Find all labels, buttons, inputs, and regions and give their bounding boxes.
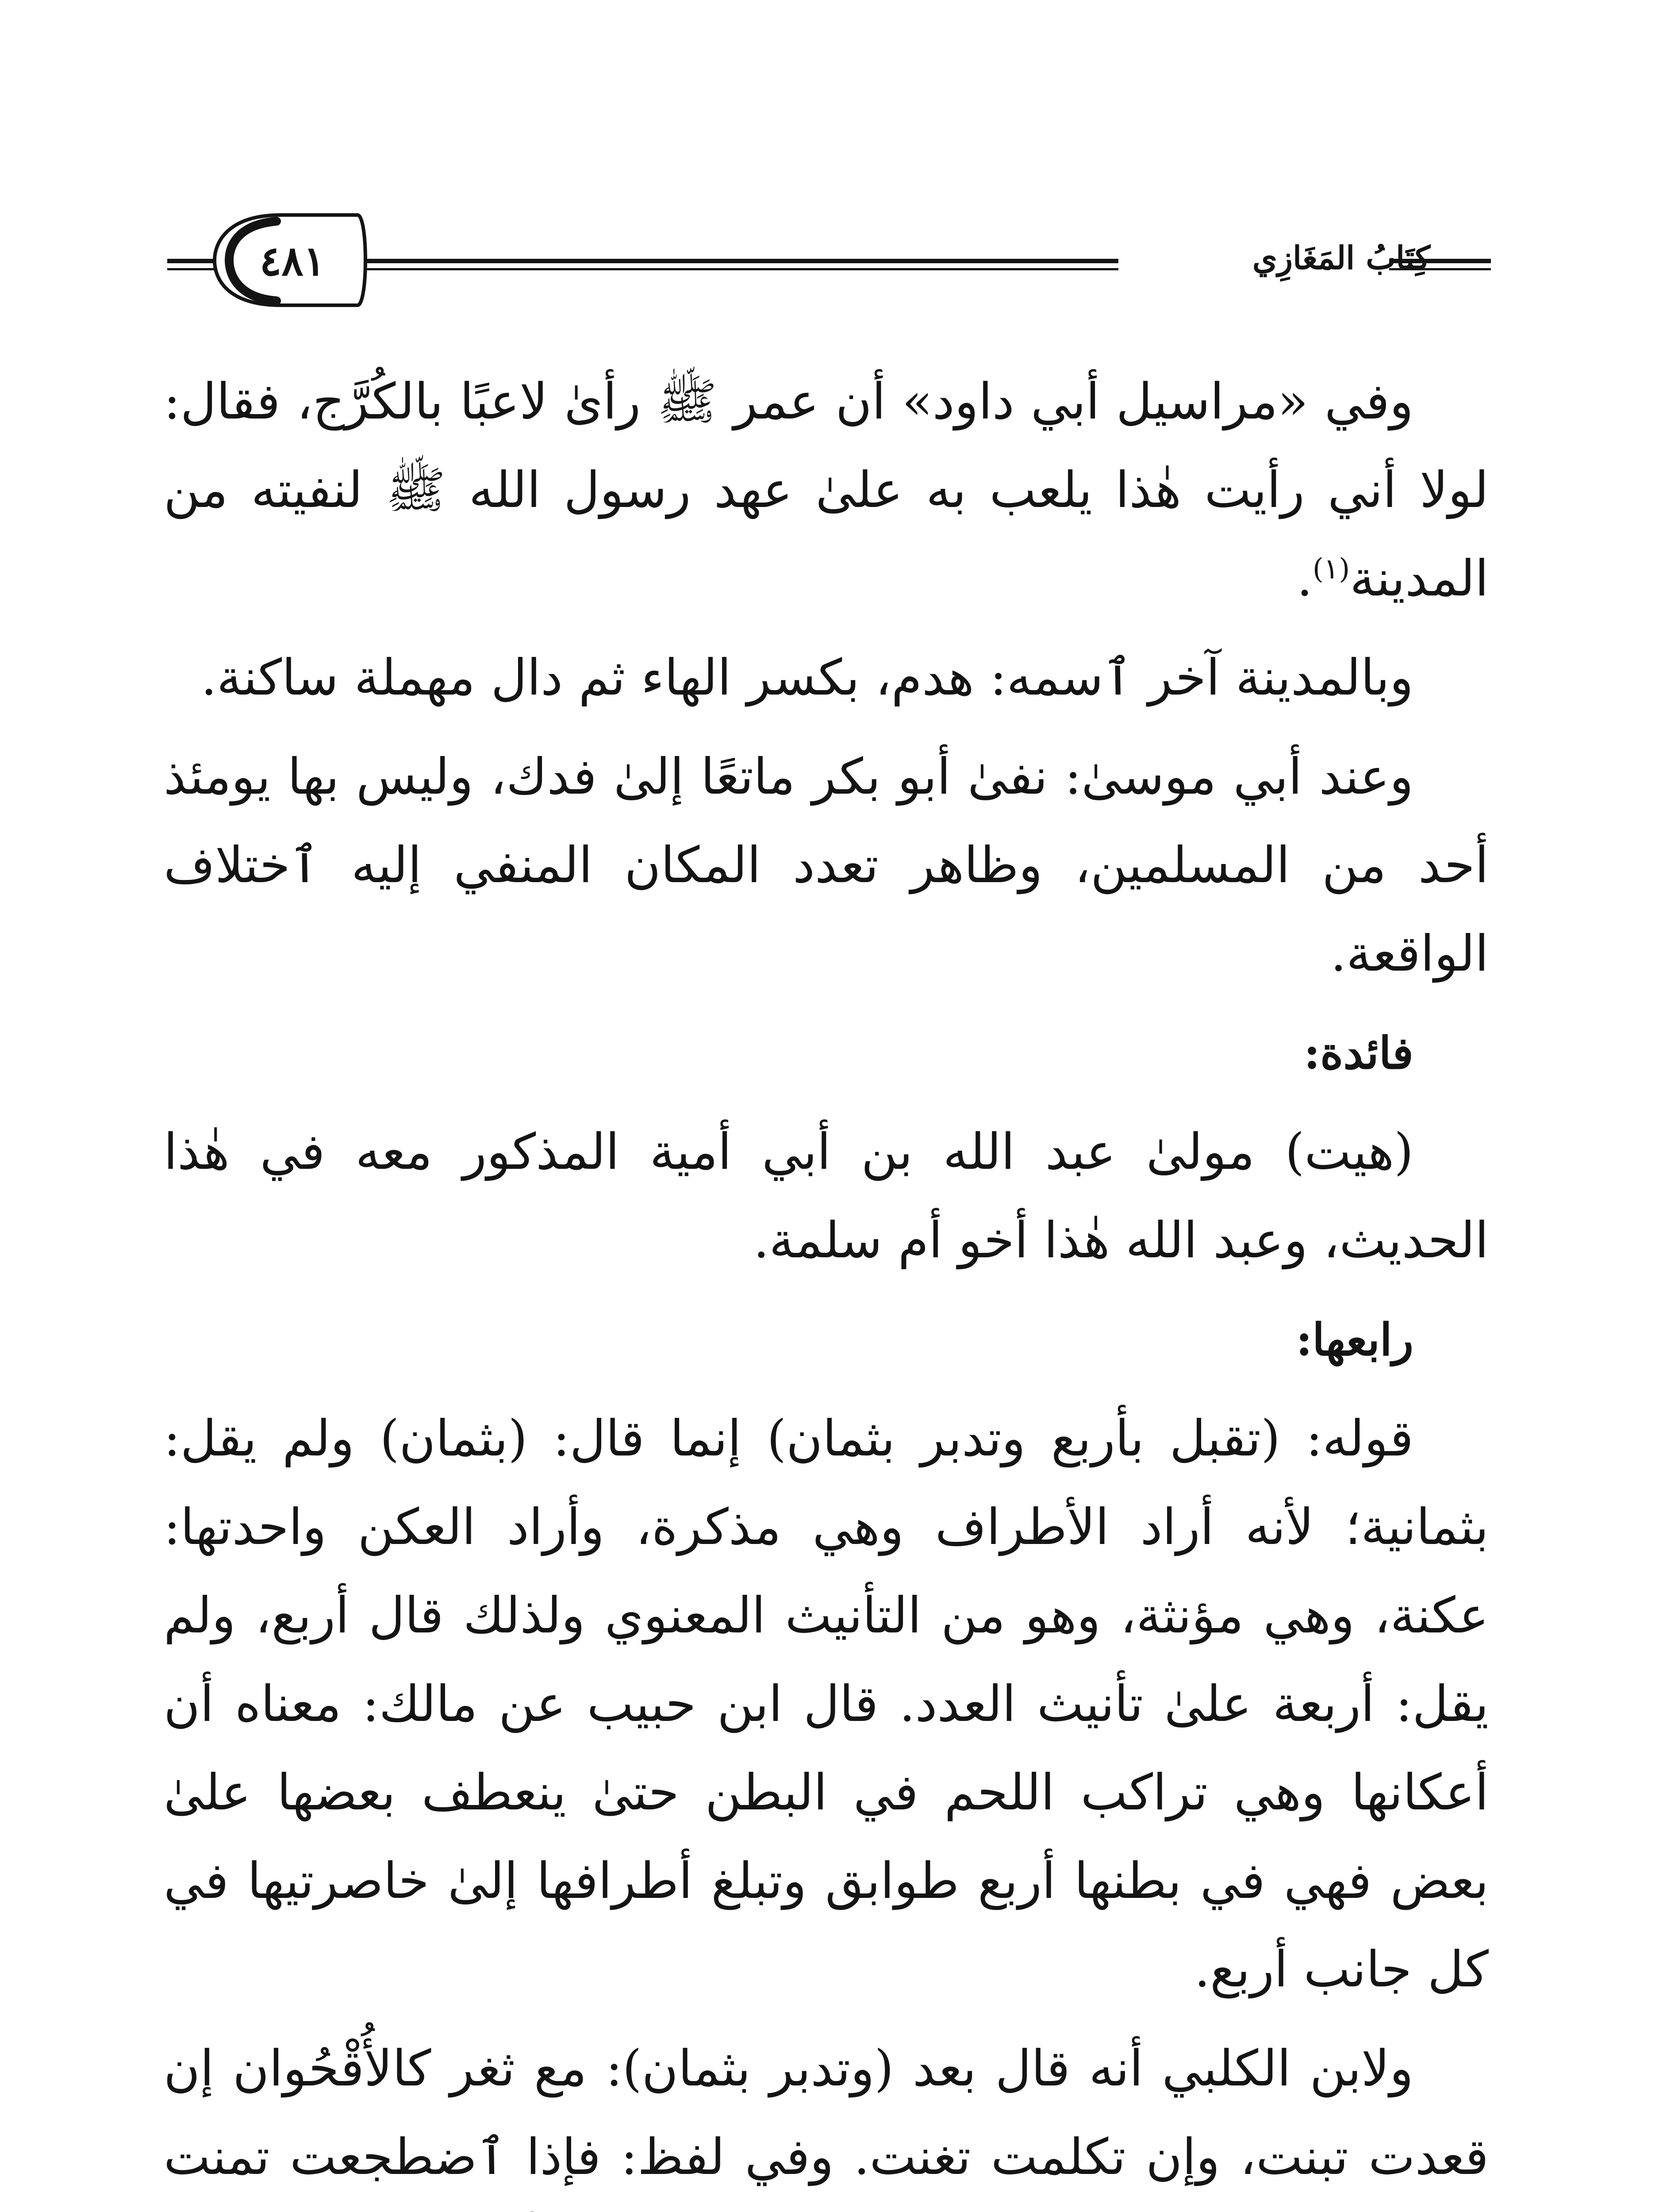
paragraph-hit: (هيت) مولىٰ عبد الله بن أبي أمية المذكور معه في هٰذا الحديث، وعبد الله هٰذا أخو أم سلمة. — [164, 1123, 1489, 1269]
header-rule-middle-top — [362, 259, 1118, 263]
paragraph-mursal-abi-dawud — [164, 357, 1489, 623]
header-book-title: كِتَابُ المَغَازِي — [1252, 239, 1431, 276]
heading-rabiuha: رابعها: — [1296, 1313, 1413, 1366]
paragraph-abi-musa: وعند أبي موسىٰ: نفىٰ أبو بكر ماتعًا إلىٰ فدك، وليس بها يومئذ أحد من المسلمين، وظاهر تعدد المكان المنفي إليه ٱختلاف الواقعة. — [164, 748, 1489, 983]
main-text — [164, 357, 1489, 2212]
header-rule-middle-bottom — [362, 268, 1118, 270]
paragraph-text: وفي «مراسيل أبي داود» أن عمر ﷺ رأىٰ لاعبًا بالكُرَّج، فقال: لولا أني رأيت هٰذا يلعب به علىٰ عهد رسول الله ﷺ لنفيته من المدينة — [164, 373, 1489, 607]
paragraph-ibn-al-kalbi: ولابن الكلبي أنه قال بعد (وتدبر بثمان): مع ثغر كالأُقْحُوان إن قعدت تبنت، وإن تكلمت تغنت. وفي لفظ: فإذا ٱضطجعت تمنت — [164, 2040, 1489, 2186]
paragraph-hadm: وبالمدينة آخر ٱسمه: هدم، بكسر الهاء ثم دال مهملة ساكنة. — [201, 649, 1413, 707]
page-number: ٤٨١ — [259, 237, 326, 285]
paragraph-tuqbil-bi-arba: قوله: (تقبل بأربع وتدبر بثمان) إنما قال: (بثمان) ولم يقل: بثمانية؛ لأنه أراد الأطراف وهي مذكرة، وأراد العكن واحدتها: عكنة، وهي مؤنثة، وهو من التأنيث المعنوي ولذلك قال أربع، ولم يقل: أربعة علىٰ تأنيث العدد. قال ابن حبيب عن مالك: معناه أن أعكانها وهي تراكب اللحم في البطن حتىٰ ينعطف بعضها علىٰ بعض فهي في بطنها أربع طوابق وتبلغ أطرافها إلىٰ خاصرتيها في كل جانب أربع. — [164, 1410, 1489, 1998]
heading-faida: فائدة: — [1304, 1027, 1413, 1079]
paragraph-end-punct: . — [1297, 550, 1313, 607]
footnote-marker: (١) — [1312, 553, 1350, 586]
